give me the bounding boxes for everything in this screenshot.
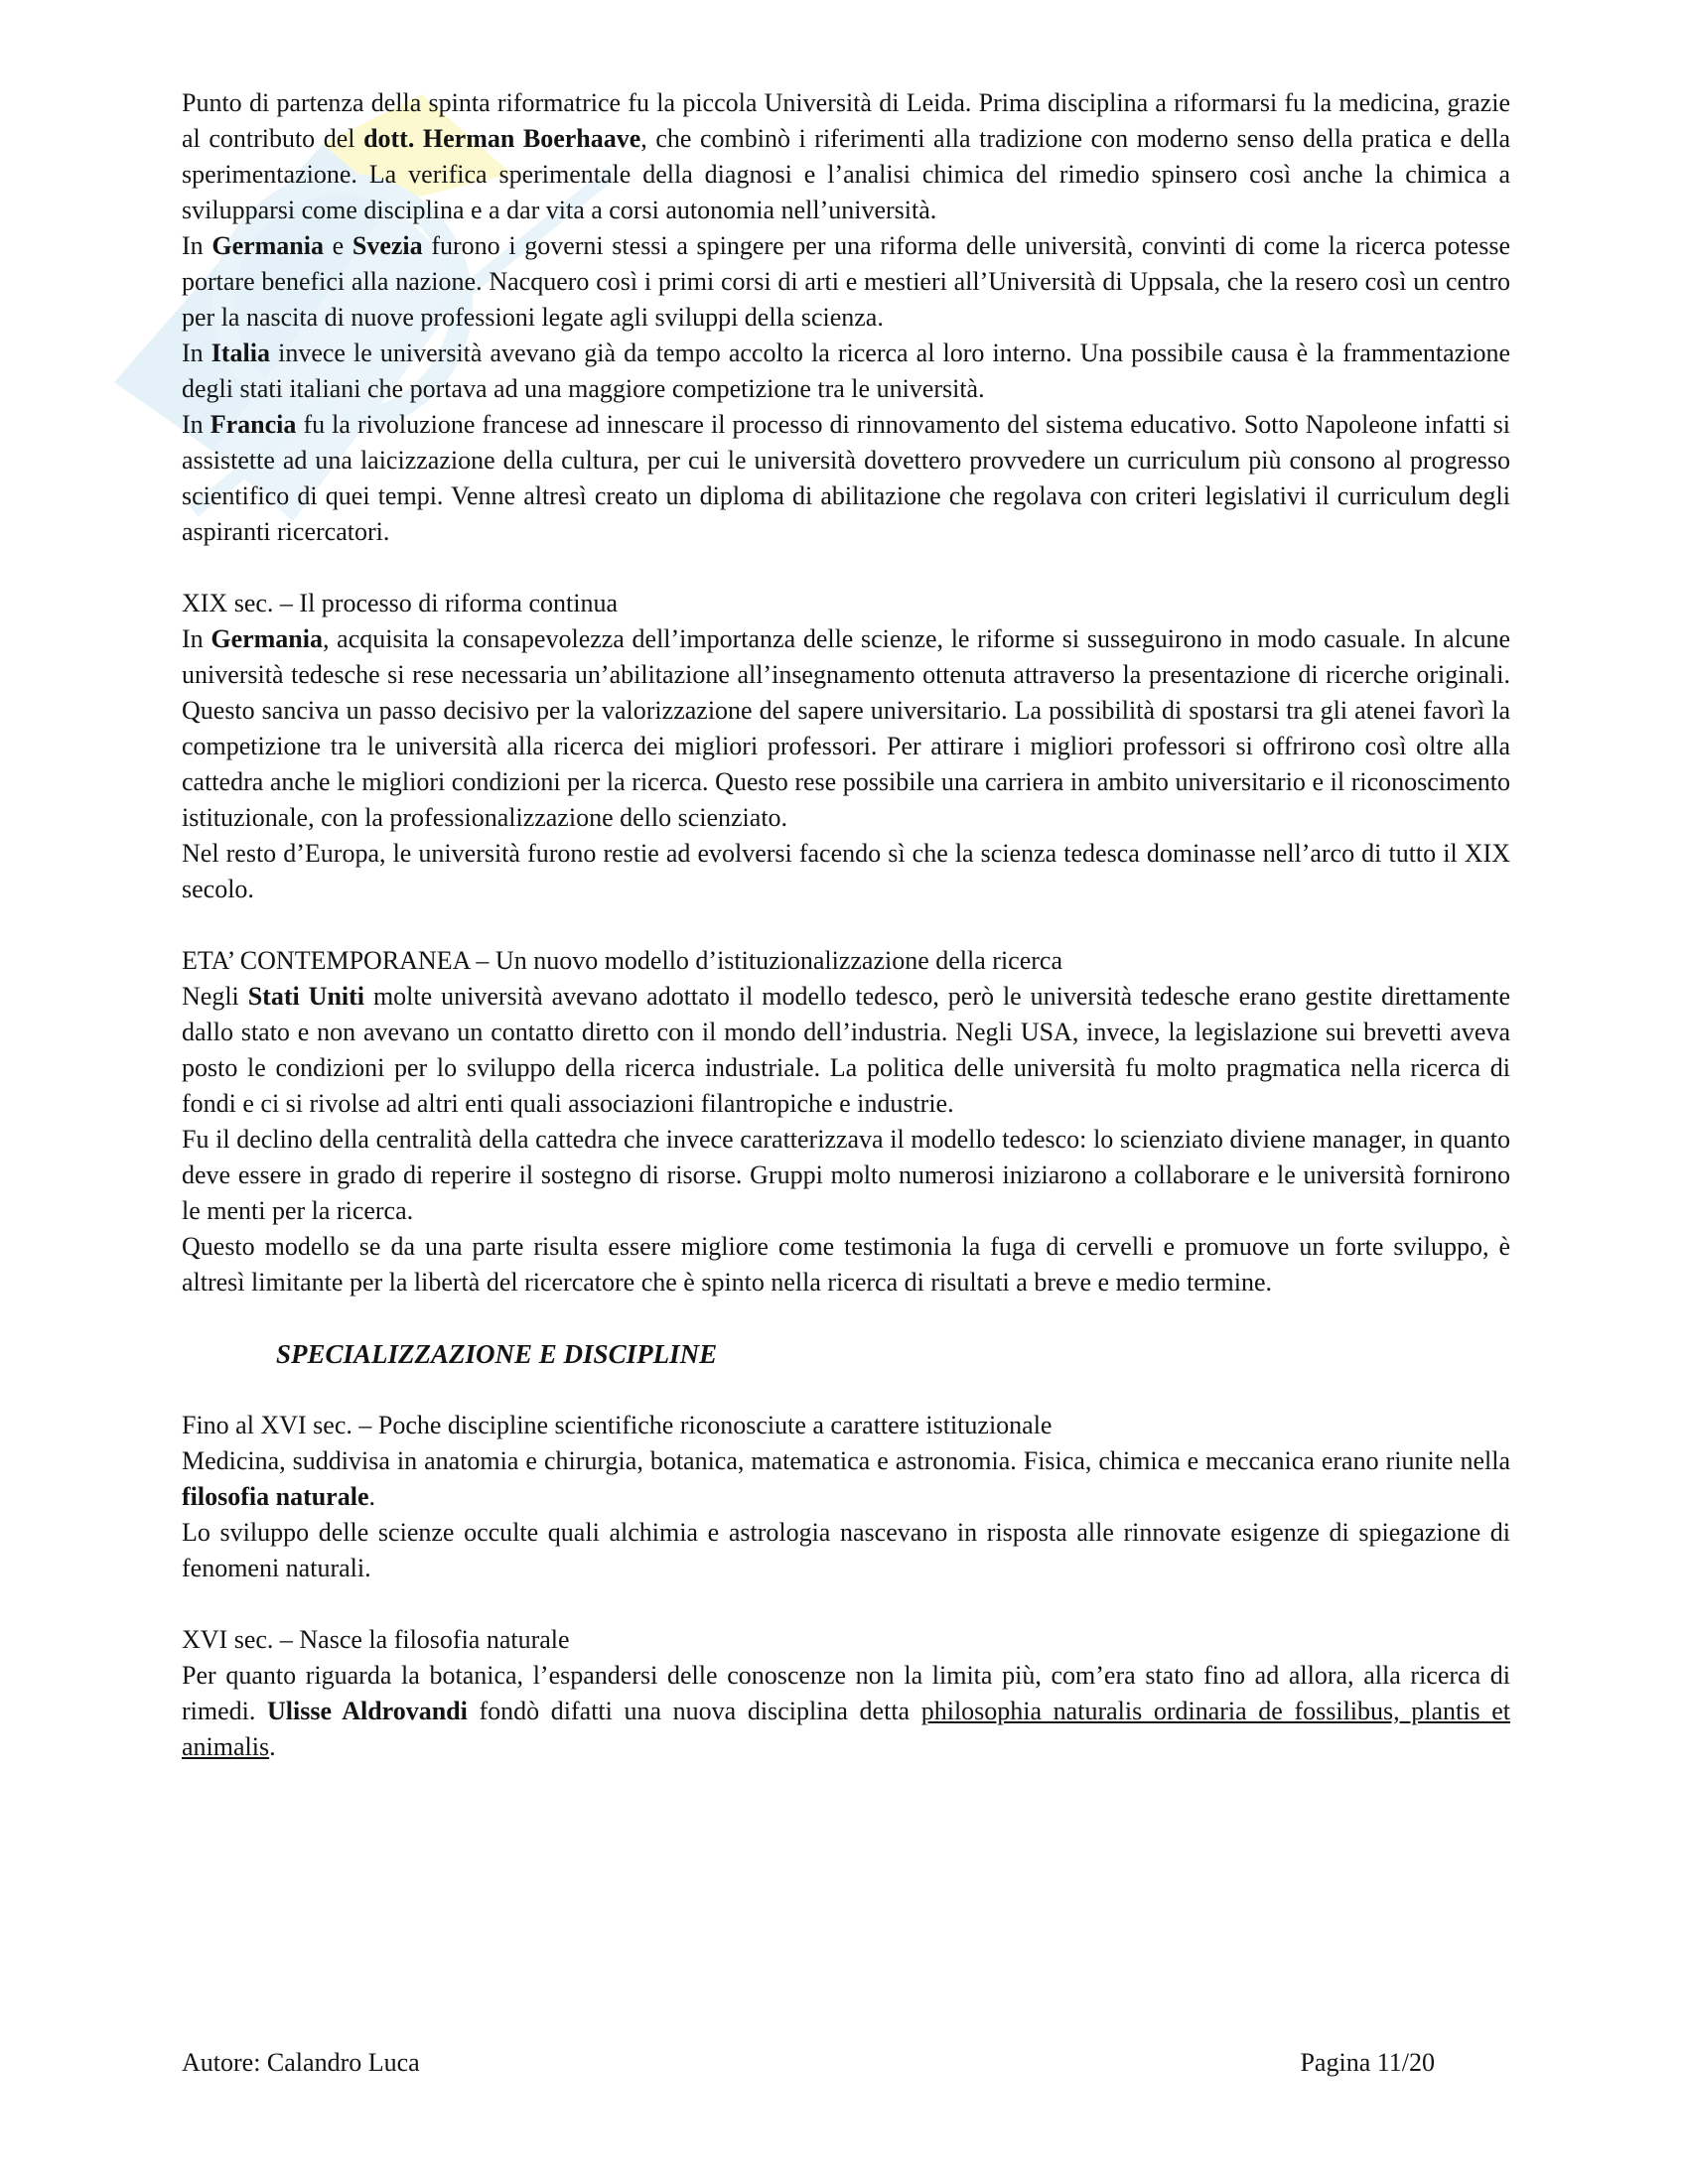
document-body	[182, 85, 1510, 1765]
paragraph-declino-cattedra: Fu il declino della centralità della cattedra che invece caratterizzava il modello tedesco: lo scienziato diviene manager, in quanto deve essere in grado di reperire il sostegno di risorse. Gruppi molto numerosi iniziarono a collaborare e le università fornirono le menti per la ricerca.	[182, 1125, 1510, 1225]
heading-eta-contemporanea: ETA’ CONTEMPORANEA – Un nuovo modello d’istituzionalizzazione della ricerca	[182, 946, 1062, 975]
paragraph-germania-svezia: In Germania e Svezia furono i governi stessi a spingere per una riforma delle università, convinti di come la ricerca potesse portare benefici alla nazione. Nacquero così i primi corsi di arti e mestieri all’Università di Uppsala, che la resero così un centro per la nascita di nuove professioni legate agli sviluppi della scienza.	[182, 231, 1510, 332]
paragraph-francia: In Francia fu la rivoluzione francese ad innescare il processo di rinnovamento del sistema educativo. Sotto Napoleone infatti si assistette ad una laicizzazione della cultura, per cui le università dovettero provvedere un curriculum più consono al progresso scientifico di quei tempi. Venne altresì creato un diploma di abilitazione che regolava con criteri legislativi il curriculum degli aspiranti ricercatori.	[182, 410, 1510, 546]
paragraph-scienze-occulte: Lo sviluppo delle scienze occulte quali alchimia e astrologia nascevano in risposta alle rinnovate esigenze di spiegazione di fenomeni naturali.	[182, 1518, 1510, 1582]
paragraph-leida: Punto di partenza della spinta riformatrice fu la piccola Università di Leida. Prima disciplina a riformarsi fu la medicina, grazie al contributo del dott. Herman Boerhaave, che combinò i riferimenti alla tradizione con moderno senso della pratica e della sperimentazione. La verifica sperimentale della diagnosi e l’analisi chimica del rimedio spinsero così anche la chimica a svilupparsi come disciplina e a dar vita a corsi autonomia nell’università.	[182, 88, 1510, 224]
section-title: SPECIALIZZAZIONE E DISCIPLINE	[276, 1339, 718, 1369]
paragraph-stati-uniti: Negli Stati Uniti molte università avevano adottato il modello tedesco, però le università tedesche erano gestite direttamente dallo stato e non avevano un contatto diretto con il mondo dell’industria. Negli USA, invece, la legislazione sui brevetti aveva posto le condizioni per lo sviluppo della ricerca industriale. La politica delle università fu molto pragmatica nella ricerca di fondi e ci si rivolse ad altri enti quali associazioni filantropiche e industrie.	[182, 982, 1511, 1118]
footer-author: Autore: Calandro Luca	[182, 2048, 420, 2077]
page-footer	[182, 2045, 1435, 2081]
paragraph-botanica: Per quanto riguarda la botanica, l’espandersi delle conoscenze non la limita più, com’era stato fino ad allora, alla ricerca di rimedi. Ulisse Aldrovandi fondò difatti una nuova disciplina detta philosophia naturalis ordinaria de fossilibus, plantis et animalis.	[182, 1661, 1510, 1761]
paragraph-germania-xix: In Germania, acquisita la consapevolezza dell’importanza delle scienze, le riforme si susseguirono in modo casuale. In alcune università tedesche si rese necessaria un’abilitazione all’insegnamento ottenuta attraverso la presentazione di ricerche originali. Questo sanciva un passo decisivo per la valorizzazione del sapere universitario. La possibilità di spostarsi tra gli atenei favorì la competizione tra le università alla ricerca dei migliori professori. Per attirare i migliori professori si offrirono così oltre alla cattedra anche le migliori condizioni per la ricerca. Questo rese possibile una carriera in ambito universitario e il riconoscimento istituzionale, con la professionalizzazione dello scienziato.	[182, 624, 1510, 832]
heading-xix-secolo: XIX sec. – Il processo di riforma continua	[182, 589, 618, 617]
heading-fino-xvi: Fino al XVI sec. – Poche discipline scientifiche riconosciute a carattere istituzionale	[182, 1411, 1053, 1439]
paragraph-europa: Nel resto d’Europa, le università furono restie ad evolversi facendo sì che la scienza tedesca dominasse nell’arco di tutto il XIX secolo.	[182, 839, 1510, 903]
paragraph-modello: Questo modello se da una parte risulta essere migliore come testimonia la fuga di cervelli e promuove un forte sviluppo, è altresì limitante per la libertà del ricercatore che è spinto nella ricerca di risultati a breve e medio termine.	[182, 1232, 1510, 1297]
footer-page-number: Pagina 11/20	[1300, 2048, 1435, 2077]
paragraph-italia: In Italia invece le università avevano già da tempo accolto la ricerca al loro interno. Una possibile causa è la frammentazione degli stati italiani che portava ad una maggiore competizione tra le università.	[182, 339, 1510, 403]
paragraph-medicina: Medicina, suddivisa in anatomia e chirurgia, botanica, matematica e astronomia. Fisica, chimica e meccanica erano riunite nella filosofia naturale.	[182, 1446, 1510, 1511]
heading-xvi-secolo: XVI sec. – Nasce la filosofia naturale	[182, 1625, 570, 1654]
